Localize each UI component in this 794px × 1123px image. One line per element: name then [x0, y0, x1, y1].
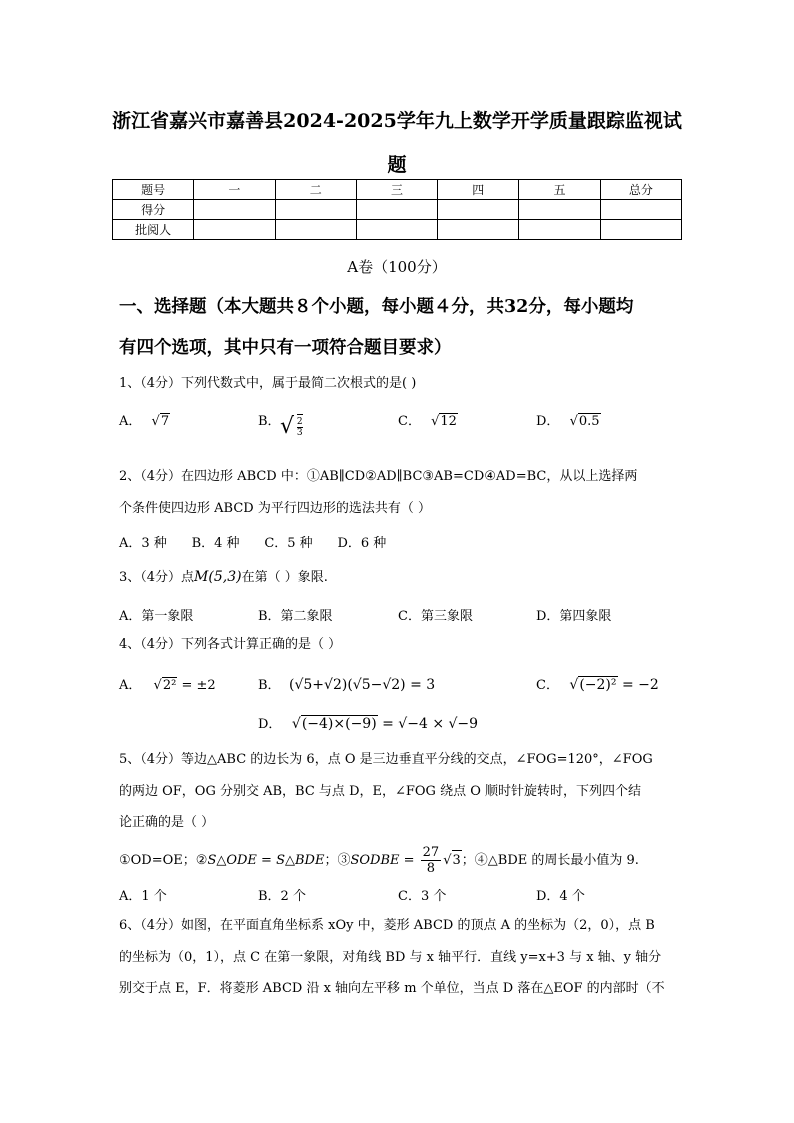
page-title: 浙江省嘉兴市嘉善县2024-2025学年九上数学开学质量跟踪监视试: [112, 110, 682, 132]
score-cell[interactable]: [356, 200, 437, 220]
grader-cell[interactable]: [438, 220, 519, 240]
grader-cell[interactable]: [194, 220, 275, 240]
question-2-line2: 个条件使四边形 ABCD 为平行四边形的选法共有（ ）: [119, 501, 431, 516]
q4-option-d[interactable]: [258, 713, 478, 732]
question-5-line1: 5、（4分）等边△ABC 的边长为 6，点 O 是三边垂直平分线的交点，∠FOG=120°，∠FOG: [119, 752, 653, 767]
q1-option-b-fraction: [280, 414, 303, 439]
score-cell[interactable]: [600, 200, 681, 220]
conclusion-text: ①OD=OE；②: [119, 853, 208, 868]
q2-options[interactable]: A．3 种 B．4 种 C．5 种 D．6 种: [119, 536, 387, 551]
volume-heading: A卷（100分）: [347, 258, 447, 276]
question-4-stem: 4、（4分）下列各式计算正确的是（ ）: [119, 637, 342, 652]
option-label: D．: [536, 414, 560, 429]
radicand: 7: [160, 414, 170, 429]
fraction-numerator: 27: [422, 845, 440, 860]
fraction-denominator: 8: [426, 861, 436, 876]
radicand: (−2)²: [579, 677, 617, 693]
score-cell[interactable]: [438, 200, 519, 220]
option-label: C．: [398, 414, 421, 429]
table-cell: 题号: [113, 180, 194, 200]
question-6-line1: 6、（4分）如图，在平面直角坐标系 xOy 中，菱形 ABCD 的顶点 A 的坐标为（2，0），点 B: [119, 918, 655, 933]
radical-expression: √2² = ±2: [153, 678, 216, 693]
math-expression: (√5+√2)(√5−√2) = 3: [289, 677, 436, 693]
expression-result: = √−4 × √−9: [382, 716, 479, 732]
score-cell[interactable]: [275, 200, 356, 220]
question-5-line2: 的两边 OF，OG 分别交 AB，BC 与点 D，E，∠FOG 绕点 O 顺时针旋转时，下列四个结: [119, 784, 641, 799]
q3-option-b[interactable]: B．第二象限: [258, 609, 333, 624]
q3-option-a[interactable]: A．第一象限: [119, 609, 194, 624]
table-row: [113, 200, 682, 220]
q4-option-b[interactable]: [258, 674, 435, 693]
q5-option-b[interactable]: B．2 个: [258, 889, 306, 904]
question-6-line2: 的坐标为（0，1），点 C 在第一象限，对角线 BD 与 x 轴平行．直线 y=x+3 与 x 轴、y 轴分: [119, 950, 662, 965]
radicand: 0.5: [578, 414, 600, 429]
option-label: B．: [258, 414, 281, 429]
page-title-continued: 题: [387, 154, 407, 176]
expression-result: = −2: [621, 677, 659, 693]
q4-option-a[interactable]: [119, 674, 216, 693]
radicand: (−4)×(−9): [301, 716, 377, 732]
table-row-label: 批阅人: [113, 220, 194, 240]
grader-cell[interactable]: [600, 220, 681, 240]
q1-option-a[interactable]: [119, 410, 170, 429]
q5-option-a[interactable]: A．1 个: [119, 889, 167, 904]
section-heading: 一、选择题（本大题共８个小题，每小题４分，共32分，每小题均: [119, 297, 634, 317]
radical-expression: √(−2)² = −2: [569, 677, 659, 693]
option-label: C．: [536, 678, 559, 693]
table-cell: 一: [194, 180, 275, 200]
stem-text: 在第（ ）象限.: [241, 570, 328, 585]
fraction-numerator: 2: [296, 417, 303, 427]
radical-expression: √3: [443, 853, 462, 868]
radicand: 3: [452, 850, 462, 871]
q3-option-c[interactable]: C．第三象限: [398, 609, 473, 624]
grader-cell[interactable]: [356, 220, 437, 240]
table-cell: 五: [519, 180, 600, 200]
score-cell[interactable]: [519, 200, 600, 220]
table-row: [113, 220, 682, 240]
conclusion-text: ；③: [324, 853, 351, 868]
table-cell: 总分: [600, 180, 681, 200]
radical-expression: √(−4)×(−9) = √−4 × √−9: [291, 716, 479, 732]
option-label: A．: [119, 678, 142, 693]
question-1-stem: 1、（4分）下列代数式中，属于最简二次根式的是( ): [119, 376, 417, 391]
question-6-line3: 别交于点 E，F．将菱形 ABCD 沿 x 轴向左平移 m 个单位，当点 D 落在△EOF 的内部时（不: [119, 981, 665, 996]
table-row-label: 得分: [113, 200, 194, 220]
area-equation: S△ODE = S△BDE: [207, 853, 325, 868]
conclusion-text: ；④△BDE 的周长最小值为 9.: [461, 853, 639, 868]
q1-option-b[interactable]: [258, 410, 281, 429]
q3-option-d[interactable]: D．第四象限: [536, 609, 612, 624]
option-label: D．: [258, 717, 282, 732]
fraction: [297, 414, 303, 438]
score-table-header: [113, 180, 682, 200]
q4-option-c[interactable]: [536, 674, 659, 693]
q5-option-d[interactable]: D．4 个: [536, 889, 585, 904]
question-2-line1: 2、（4分）在四边形 ABCD 中：①AB∥CD②AD∥BC③AB=CD④AD=BC，从以上选择两: [119, 469, 638, 484]
question-3-stem: [119, 567, 328, 588]
option-label: B．: [258, 678, 281, 693]
q1-option-d[interactable]: [536, 410, 601, 429]
expression-result: = ±2: [181, 678, 216, 693]
grader-cell[interactable]: [519, 220, 600, 240]
radical-expression: √12: [431, 414, 457, 429]
fraction: [421, 845, 442, 876]
q1-option-c[interactable]: [398, 410, 458, 429]
score-cell[interactable]: [194, 200, 275, 220]
fraction-denominator: 3: [296, 428, 303, 438]
table-cell: 三: [356, 180, 437, 200]
grader-cell[interactable]: [275, 220, 356, 240]
table-cell: 二: [275, 180, 356, 200]
radicand: 12: [440, 414, 457, 429]
question-5-line3: 论正确的是（ ）: [119, 815, 215, 830]
radical-sign: √: [280, 414, 295, 439]
point-label: M(5,3): [194, 569, 242, 585]
question-5-conclusions: [119, 845, 639, 876]
radical-expression: √0.5: [569, 414, 600, 429]
stem-text: 3、（4分）点: [119, 570, 195, 585]
radicand: 2²: [162, 678, 177, 693]
area-equation: SODBE =: [350, 853, 415, 868]
q5-option-c[interactable]: C．3 个: [398, 889, 447, 904]
section-heading-continued: 有四个选项，其中只有一项符合题目要求）: [119, 338, 452, 358]
option-label: A．: [119, 414, 142, 429]
table-cell: 四: [438, 180, 519, 200]
radical-expression: √7: [151, 414, 170, 429]
score-table: [112, 179, 682, 240]
